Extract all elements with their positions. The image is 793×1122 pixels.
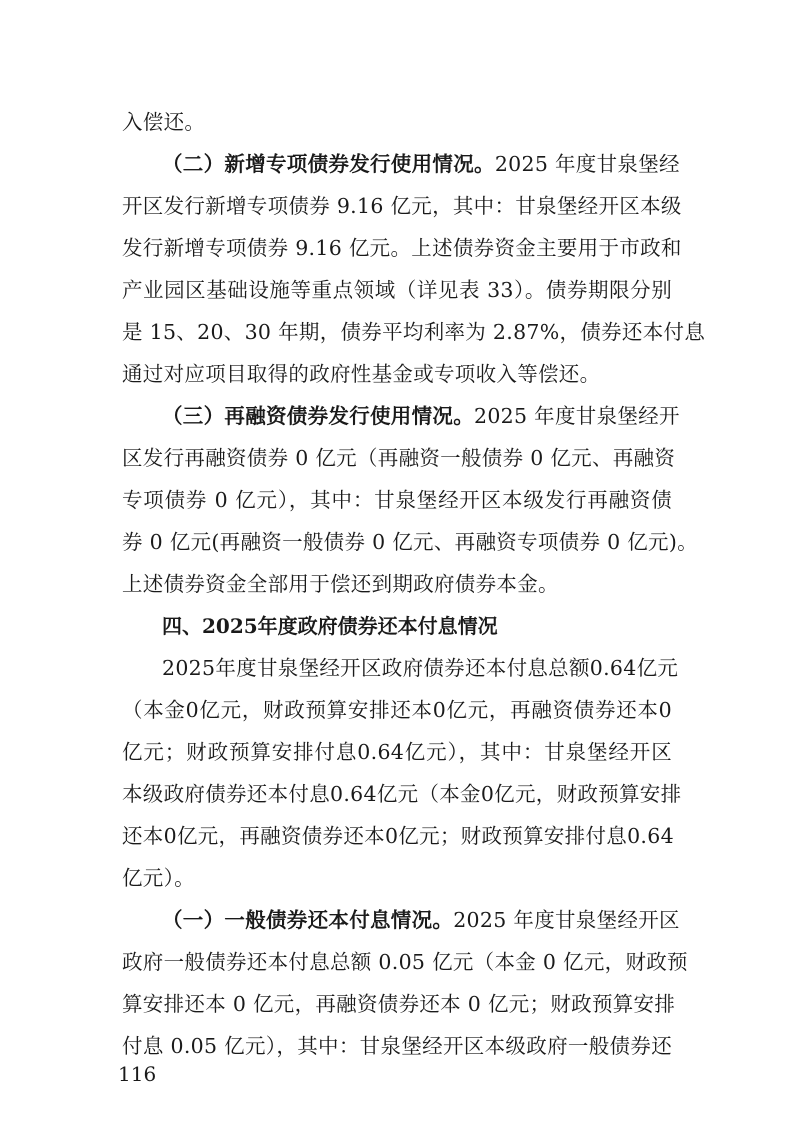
paragraph-line: 通过对应项目取得的政府性基金或专项收入等偿还。 xyxy=(122,362,601,386)
paragraph-line: 政府一般债券还本付息总额 0.05 亿元（本金 0 亿元，财政预 xyxy=(122,950,688,974)
paragraph-line: 产业园区基础设施等重点领域（详见表 33）。债券期限分别 xyxy=(122,278,672,302)
paragraph-line: 区发行再融资债券 0 亿元（再融资一般债券 0 亿元、再融资 xyxy=(122,446,676,470)
section-heading: 四、2025年度政府债券还本付息情况 xyxy=(162,614,498,638)
paragraph-line: 开区发行新增专项债券 9.16 亿元，其中：甘泉堡经开区本级 xyxy=(122,194,682,218)
paragraph-line: 亿元）。 xyxy=(122,866,195,890)
section-label: （三）再融资债券发行使用情况。 xyxy=(162,404,474,428)
paragraph-line: 入偿还。 xyxy=(122,110,206,134)
section-label: （一）一般债券还本付息情况。 xyxy=(162,908,454,932)
paragraph-line: 亿元；财政预算安排付息0.64亿元），其中：甘泉堡经开区 xyxy=(122,740,672,764)
paragraph-line: 本级政府债券还本付息0.64亿元（本金0亿元，财政预算安排 xyxy=(122,782,682,806)
paragraph-line: 是 15、20、30 年期，债券平均利率为 2.87%，债券还本付息 xyxy=(122,320,706,344)
paragraph-line: 算安排还本 0 亿元，再融资债券还本 0 亿元；财政预算安排 xyxy=(122,992,676,1016)
section-label: （二）新增专项债券发行使用情况。 xyxy=(162,152,495,176)
paragraph-line: （三）再融资债券发行使用情况。2025 年度甘泉堡经开 xyxy=(162,404,680,428)
paragraph-line: 发行新增专项债券 9.16 亿元。上述债券资金主要用于市政和 xyxy=(122,236,682,260)
paragraph-line: 券 0 亿元(再融资一般债券 0 亿元、再融资专项债券 0 亿元)。 xyxy=(122,530,698,554)
page-number: 116 xyxy=(118,1062,157,1086)
paragraph-line: 还本0亿元，再融资债券还本0亿元；财政预算安排付息0.64 xyxy=(122,824,674,848)
paragraph-line: （本金0亿元，财政预算安排还本0亿元，再融资债券还本0 xyxy=(122,698,672,722)
paragraph-line: （一）一般债券还本付息情况。2025 年度甘泉堡经开区 xyxy=(162,908,680,932)
paragraph-line: （二）新增专项债券发行使用情况。2025 年度甘泉堡经 xyxy=(162,152,680,176)
paragraph-line: 付息 0.05 亿元），其中：甘泉堡经开区本级政府一般债券还 xyxy=(122,1034,672,1058)
paragraph-line: 上述债券资金全部用于偿还到期政府债券本金。 xyxy=(122,572,559,596)
paragraph-line: 2025年度甘泉堡经开区政府债券还本付息总额0.64亿元 xyxy=(162,656,679,680)
paragraph-line: 专项债券 0 亿元），其中：甘泉堡经开区本级发行再融资债 xyxy=(122,488,672,512)
